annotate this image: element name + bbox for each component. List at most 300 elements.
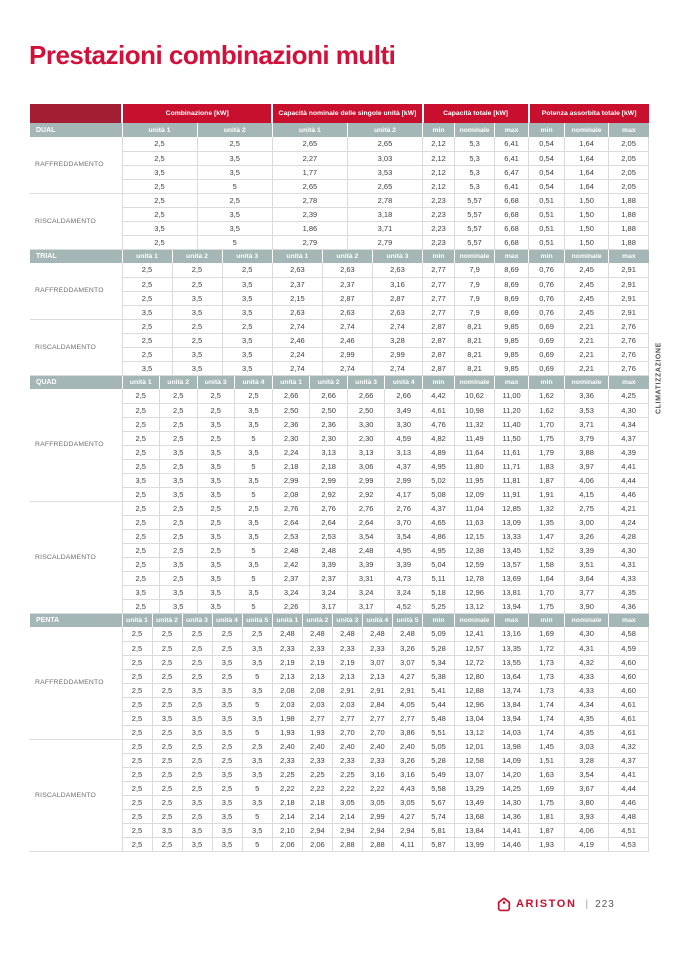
value-cell: 3,5	[222, 291, 272, 305]
value-cell: 2,5	[182, 641, 212, 655]
value-cell: 2,48	[392, 627, 422, 641]
value-cell: 3,5	[242, 641, 272, 655]
row-group-label: RAFFREDDAMENTO	[30, 137, 122, 193]
value-cell: 1,50	[565, 235, 609, 249]
value-cell: 2,92	[347, 487, 385, 501]
table-row	[30, 389, 649, 403]
value-cell: 3,16	[362, 767, 392, 781]
value-cell: 1,75	[529, 599, 565, 613]
value-cell: 4,86	[423, 529, 455, 543]
value-cell: 4,53	[609, 837, 649, 851]
table-row	[30, 221, 649, 235]
value-cell: 2,5	[122, 683, 152, 697]
value-cell: 2,13	[302, 669, 332, 683]
value-cell: 5,44	[423, 697, 455, 711]
value-cell: 2,5	[122, 739, 152, 753]
unit-column-header: unità 5	[242, 613, 272, 627]
value-cell: 3,77	[565, 585, 609, 599]
value-cell: 2,70	[332, 725, 362, 739]
value-cell: 2,40	[332, 739, 362, 753]
value-cell: 2,25	[272, 767, 302, 781]
unit-column-header: unità 2	[152, 613, 182, 627]
value-cell: 2,37	[310, 571, 348, 585]
value-cell: 5,28	[423, 641, 455, 655]
value-cell: 3,5	[197, 487, 235, 501]
value-cell: 2,5	[122, 179, 197, 193]
value-cell: 3,06	[347, 459, 385, 473]
table-row	[30, 585, 649, 599]
value-cell: 3,30	[385, 417, 423, 431]
value-cell: 4,31	[565, 641, 609, 655]
value-cell: 2,33	[302, 753, 332, 767]
stat-column-header: max	[609, 249, 649, 263]
value-cell: 2,19	[332, 655, 362, 669]
unit-column-header: unità 1	[122, 123, 197, 137]
value-cell: 3,5	[122, 221, 197, 235]
value-cell: 4,37	[609, 431, 649, 445]
value-cell: 12,96	[455, 697, 495, 711]
value-cell: 7,9	[455, 305, 495, 319]
value-cell: 2,48	[302, 627, 332, 641]
value-cell: 3,5	[197, 473, 235, 487]
value-cell: 13,99	[455, 837, 495, 851]
value-cell: 2,91	[609, 263, 649, 277]
value-cell: 5,25	[423, 599, 455, 613]
value-cell: 3,5	[182, 725, 212, 739]
table-row	[30, 599, 649, 613]
unit-column-header: unità 1	[272, 613, 302, 627]
value-cell: 1,81	[529, 809, 565, 823]
value-cell: 4,43	[392, 781, 422, 795]
value-cell: 8,21	[455, 361, 495, 375]
group-header-combinazione: Combinazione [kW]	[122, 104, 272, 123]
value-cell: 1,52	[529, 543, 565, 557]
value-cell: 2,15	[272, 291, 322, 305]
table-row	[30, 361, 649, 375]
value-cell: 4,82	[423, 431, 455, 445]
group-header-capacita-totale: Capacità totale [kW]	[423, 104, 529, 123]
value-cell: 3,5	[212, 697, 242, 711]
value-cell: 2,5	[182, 809, 212, 823]
value-cell: 10,98	[455, 403, 495, 417]
value-cell: 3,16	[372, 277, 422, 291]
value-cell: 2,30	[347, 431, 385, 445]
value-cell: 4,60	[609, 683, 649, 697]
value-cell: 2,5	[122, 571, 160, 585]
value-cell: 3,5	[235, 585, 273, 599]
value-cell: 2,5	[122, 137, 197, 151]
value-cell: 2,5	[122, 207, 197, 221]
value-cell: 0,69	[529, 361, 565, 375]
value-cell: 12,88	[455, 683, 495, 697]
value-cell: 5,87	[423, 837, 455, 851]
value-cell: 2,48	[272, 627, 302, 641]
table-main-header-row	[30, 104, 649, 123]
value-cell: 1,70	[529, 417, 565, 431]
value-cell: 9,85	[495, 333, 529, 347]
value-cell: 4,61	[609, 697, 649, 711]
unit-column-header: unità 2	[172, 249, 222, 263]
value-cell: 1,58	[529, 557, 565, 571]
value-cell: 2,91	[392, 683, 422, 697]
value-cell: 3,26	[565, 529, 609, 543]
unit-column-header: unità 3	[372, 249, 422, 263]
value-cell: 5,49	[423, 767, 455, 781]
value-cell: 13,45	[495, 543, 529, 557]
value-cell: 4,59	[385, 431, 423, 445]
table-row	[30, 515, 649, 529]
value-cell: 4,60	[609, 669, 649, 683]
value-cell: 2,87	[423, 361, 455, 375]
row-group-label: RISCALDAMENTO	[30, 739, 122, 851]
value-cell: 2,5	[122, 515, 160, 529]
row-group-label: RAFFREDDAMENTO	[30, 263, 122, 319]
value-cell: 1,64	[565, 151, 609, 165]
value-cell: 14,46	[495, 837, 529, 851]
value-cell: 11,40	[495, 417, 529, 431]
unit-column-header: unità 2	[322, 249, 372, 263]
group-header-potenza-assorbita: Potenza assorbita totale [kW]	[529, 104, 649, 123]
value-cell: 8,21	[455, 319, 495, 333]
value-cell: 2,65	[347, 179, 422, 193]
value-cell: 6,41	[495, 151, 529, 165]
stat-column-header: nominale	[565, 123, 609, 137]
value-cell: 1,74	[529, 725, 565, 739]
value-cell: 5	[235, 599, 273, 613]
value-cell: 2,53	[310, 529, 348, 543]
value-cell: 2,33	[332, 753, 362, 767]
value-cell: 2,30	[310, 431, 348, 445]
value-cell: 3,51	[565, 557, 609, 571]
value-cell: 14,41	[495, 823, 529, 837]
value-cell: 3,5	[197, 151, 272, 165]
value-cell: 5,57	[455, 193, 495, 207]
value-cell: 1,87	[529, 823, 565, 837]
value-cell: 8,69	[495, 291, 529, 305]
value-cell: 2,5	[212, 669, 242, 683]
table-row	[30, 711, 649, 725]
value-cell: 2,77	[362, 711, 392, 725]
value-cell: 2,79	[272, 235, 347, 249]
value-cell: 2,74	[322, 319, 372, 333]
value-cell: 2,33	[362, 753, 392, 767]
value-cell: 10,62	[455, 389, 495, 403]
value-cell: 2,05	[609, 179, 649, 193]
value-cell: 12,96	[455, 585, 495, 599]
value-cell: 4,44	[609, 781, 649, 795]
value-cell: 7,9	[455, 277, 495, 291]
value-cell: 13,35	[495, 641, 529, 655]
value-cell: 4,15	[565, 487, 609, 501]
value-cell: 2,77	[423, 291, 455, 305]
value-cell: 11,63	[455, 515, 495, 529]
value-cell: 2,99	[385, 473, 423, 487]
value-cell: 8,21	[455, 347, 495, 361]
value-cell: 2,87	[322, 291, 372, 305]
group-header-capacita-nominale: Capacità nominale delle singole unità [kW]	[272, 104, 422, 123]
stat-column-header: max	[495, 249, 529, 263]
value-cell: 12,57	[455, 641, 495, 655]
value-cell: 2,63	[372, 263, 422, 277]
stat-column-header: nominale	[455, 249, 495, 263]
value-cell: 2,5	[122, 767, 152, 781]
value-cell: 2,5	[122, 347, 172, 361]
value-cell: 2,5	[122, 459, 160, 473]
value-cell: 3,5	[152, 711, 182, 725]
value-cell: 2,18	[272, 795, 302, 809]
value-cell: 2,63	[322, 263, 372, 277]
value-cell: 3,5	[212, 823, 242, 837]
table-row	[30, 277, 649, 291]
value-cell: 3,88	[565, 445, 609, 459]
value-cell: 2,76	[609, 347, 649, 361]
value-cell: 3,5	[212, 725, 242, 739]
value-cell: 3,5	[172, 347, 222, 361]
value-cell: 3,5	[122, 165, 197, 179]
value-cell: 2,21	[565, 319, 609, 333]
table-row	[30, 725, 649, 739]
value-cell: 0,51	[529, 221, 565, 235]
value-cell: 2,5	[122, 655, 152, 669]
table-row	[30, 543, 649, 557]
row-group-label: RISCALDAMENTO	[30, 193, 122, 249]
value-cell: 2,65	[347, 137, 422, 151]
value-cell: 3,5	[235, 403, 273, 417]
stat-column-header: nominale	[565, 613, 609, 627]
value-cell: 11,64	[455, 445, 495, 459]
stat-column-header: nominale	[455, 123, 495, 137]
value-cell: 1,75	[529, 431, 565, 445]
value-cell: 1,63	[529, 767, 565, 781]
value-cell: 0,54	[529, 151, 565, 165]
value-cell: 2,22	[332, 781, 362, 795]
value-cell: 3,5	[212, 711, 242, 725]
unit-column-header: unità 4	[385, 375, 423, 389]
value-cell: 1,64	[529, 571, 565, 585]
value-cell: 2,74	[322, 361, 372, 375]
value-cell: 2,5	[152, 739, 182, 753]
value-cell: 2,5	[197, 389, 235, 403]
value-cell: 11,81	[495, 473, 529, 487]
value-cell: 3,13	[385, 445, 423, 459]
value-cell: 6,41	[495, 137, 529, 151]
value-cell: 0,76	[529, 291, 565, 305]
value-cell: 0,54	[529, 165, 565, 179]
value-cell: 2,5	[242, 627, 272, 641]
value-cell: 2,5	[122, 193, 197, 207]
value-cell: 4,32	[609, 739, 649, 753]
value-cell: 2,5	[182, 781, 212, 795]
value-cell: 3,71	[565, 417, 609, 431]
value-cell: 2,5	[122, 557, 160, 571]
value-cell: 1,45	[529, 739, 565, 753]
value-cell: 13,84	[495, 697, 529, 711]
value-cell: 2,64	[347, 515, 385, 529]
unit-column-header: unità 1	[122, 613, 152, 627]
value-cell: 3,28	[372, 333, 422, 347]
value-cell: 2,21	[565, 333, 609, 347]
value-cell: 2,5	[122, 291, 172, 305]
value-cell: 4,27	[392, 669, 422, 683]
value-cell: 3,5	[235, 473, 273, 487]
value-cell: 13,07	[455, 767, 495, 781]
value-cell: 4,89	[423, 445, 455, 459]
value-cell: 2,21	[565, 361, 609, 375]
value-cell: 2,25	[332, 767, 362, 781]
value-cell: 2,77	[423, 263, 455, 277]
value-cell: 3,5	[160, 599, 198, 613]
value-cell: 2,5	[122, 669, 152, 683]
value-cell: 3,5	[182, 823, 212, 837]
value-cell: 4,34	[565, 697, 609, 711]
value-cell: 2,5	[182, 739, 212, 753]
value-cell: 2,78	[347, 193, 422, 207]
value-cell: 2,5	[160, 543, 198, 557]
value-cell: 5,3	[455, 179, 495, 193]
value-cell: 1,62	[529, 403, 565, 417]
value-cell: 2,99	[362, 809, 392, 823]
value-cell: 2,12	[423, 151, 455, 165]
value-cell: 2,36	[310, 417, 348, 431]
value-cell: 2,5	[197, 431, 235, 445]
value-cell: 2,33	[302, 641, 332, 655]
value-cell: 2,5	[160, 417, 198, 431]
value-cell: 2,5	[197, 515, 235, 529]
value-cell: 3,5	[197, 445, 235, 459]
value-cell: 2,5	[160, 571, 198, 585]
table-row	[30, 319, 649, 333]
table-row	[30, 403, 649, 417]
value-cell: 5,38	[423, 669, 455, 683]
footer-divider: |	[585, 898, 589, 910]
value-cell: 2,08	[302, 683, 332, 697]
value-cell: 1,74	[529, 697, 565, 711]
value-cell: 2,92	[310, 487, 348, 501]
value-cell: 4,59	[609, 641, 649, 655]
page-title: Prestazioni combinazioni multi	[29, 40, 396, 70]
value-cell: 3,5	[235, 417, 273, 431]
table-row	[30, 697, 649, 711]
table-row	[30, 193, 649, 207]
unit-column-header: unità 3	[182, 613, 212, 627]
value-cell: 2,99	[347, 473, 385, 487]
table-row	[30, 627, 649, 641]
value-cell: 1,91	[529, 487, 565, 501]
value-cell: 11,00	[495, 389, 529, 403]
value-cell: 4,06	[565, 473, 609, 487]
value-cell: 2,5	[197, 193, 272, 207]
value-cell: 1,69	[529, 627, 565, 641]
value-cell: 2,5	[122, 809, 152, 823]
table-row	[30, 655, 649, 669]
table-row	[30, 487, 649, 501]
value-cell: 3,5	[242, 795, 272, 809]
value-cell: 6,47	[495, 165, 529, 179]
stat-column-header: min	[529, 613, 565, 627]
value-cell: 3,71	[347, 221, 422, 235]
unit-column-header: unità 5	[392, 613, 422, 627]
value-cell: 4,73	[385, 571, 423, 585]
value-cell: 2,63	[272, 305, 322, 319]
value-cell: 2,5	[182, 753, 212, 767]
value-cell: 4,58	[609, 627, 649, 641]
value-cell: 3,54	[385, 529, 423, 543]
value-cell: 5,74	[423, 809, 455, 823]
value-cell: 4,30	[609, 403, 649, 417]
value-cell: 2,5	[152, 669, 182, 683]
value-cell: 3,30	[347, 417, 385, 431]
value-cell: 4,28	[609, 529, 649, 543]
table-row	[30, 739, 649, 753]
value-cell: 3,05	[392, 795, 422, 809]
value-cell: 4,35	[565, 711, 609, 725]
value-cell: 3,5	[122, 305, 172, 319]
value-cell: 2,70	[362, 725, 392, 739]
value-cell: 8,21	[455, 333, 495, 347]
value-cell: 3,5	[197, 459, 235, 473]
value-cell: 3,64	[565, 571, 609, 585]
table-row	[30, 795, 649, 809]
value-cell: 2,65	[272, 137, 347, 151]
value-cell: 2,5	[122, 417, 160, 431]
value-cell: 2,10	[272, 823, 302, 837]
value-cell: 0,69	[529, 333, 565, 347]
value-cell: 1,73	[529, 683, 565, 697]
value-cell: 4,05	[392, 697, 422, 711]
value-cell: 2,5	[172, 263, 222, 277]
value-cell: 2,5	[160, 515, 198, 529]
value-cell: 4,95	[423, 543, 455, 557]
value-cell: 2,5	[122, 697, 152, 711]
value-cell: 3,67	[565, 781, 609, 795]
value-cell: 2,45	[565, 305, 609, 319]
value-cell: 2,12	[423, 165, 455, 179]
value-cell: 4,46	[609, 487, 649, 501]
value-cell: 0,54	[529, 137, 565, 151]
value-cell: 6,68	[495, 221, 529, 235]
value-cell: 5,3	[455, 137, 495, 151]
value-cell: 5,81	[423, 823, 455, 837]
value-cell: 4,30	[609, 543, 649, 557]
value-cell: 3,5	[172, 361, 222, 375]
value-cell: 2,94	[392, 823, 422, 837]
table-row	[30, 459, 649, 473]
value-cell: 2,33	[272, 753, 302, 767]
value-cell: 2,5	[122, 319, 172, 333]
value-cell: 3,24	[310, 585, 348, 599]
value-cell: 2,48	[272, 543, 310, 557]
value-cell: 1,62	[529, 389, 565, 403]
value-cell: 3,5	[235, 557, 273, 571]
value-cell: 2,5	[212, 781, 242, 795]
section-header-row-penta	[30, 613, 649, 627]
value-cell: 5,57	[455, 235, 495, 249]
value-cell: 11,20	[495, 403, 529, 417]
value-cell: 5,58	[423, 781, 455, 795]
value-cell: 2,22	[302, 781, 332, 795]
value-cell: 13,74	[495, 683, 529, 697]
table-row	[30, 417, 649, 431]
value-cell: 3,39	[347, 557, 385, 571]
value-cell: 2,5	[122, 501, 160, 515]
unit-column-header: unità 3	[197, 375, 235, 389]
value-cell: 2,5	[160, 403, 198, 417]
value-cell: 6,41	[495, 179, 529, 193]
table-row	[30, 291, 649, 305]
value-cell: 13,12	[455, 725, 495, 739]
value-cell: 13,94	[495, 711, 529, 725]
table-row	[30, 571, 649, 585]
